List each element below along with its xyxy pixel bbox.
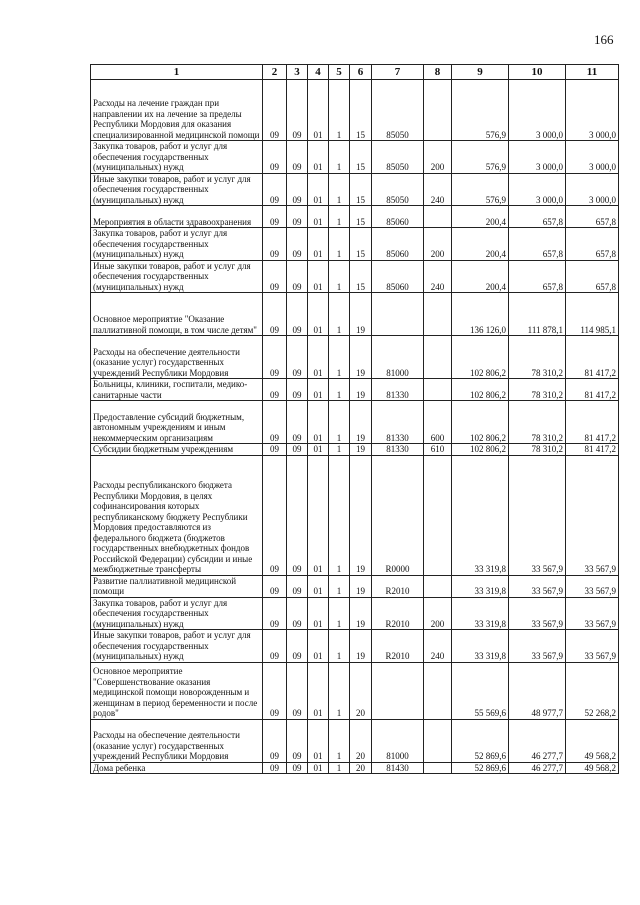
code-cell: 09 (287, 141, 308, 174)
code-cell: 09 (263, 597, 287, 630)
row-name-cell: Развитие паллиативной медицинской помощи (91, 575, 263, 597)
code-cell: 19 (350, 455, 372, 575)
expense-type-cell (424, 80, 452, 141)
code-cell: 19 (350, 630, 372, 663)
amount-cell: 52 869,6 (452, 762, 509, 774)
page-number: 166 (594, 32, 614, 47)
target-article-cell: R2010 (372, 630, 424, 663)
amount-cell: 111 878,1 (509, 293, 566, 336)
amount-cell: 78 310,2 (509, 401, 566, 444)
target-article-cell (372, 662, 424, 719)
amount-cell: 33 567,9 (566, 455, 619, 575)
code-cell: 01 (308, 260, 329, 293)
amount-cell: 657,8 (509, 206, 566, 228)
amount-cell: 576,9 (452, 173, 509, 206)
code-cell: 01 (308, 206, 329, 228)
code-cell: 09 (263, 401, 287, 444)
amount-cell: 657,8 (509, 260, 566, 293)
table-row (91, 719, 619, 762)
code-cell: 01 (308, 444, 329, 456)
amount-cell: 3 000,0 (566, 141, 619, 174)
table-row (91, 336, 619, 379)
code-cell: 15 (350, 206, 372, 228)
amount-cell: 3 000,0 (509, 141, 566, 174)
header-cell: 8 (424, 65, 452, 80)
amount-cell: 33 319,8 (452, 630, 509, 663)
target-article-cell: R0000 (372, 455, 424, 575)
code-cell: 01 (308, 336, 329, 379)
row-name-cell: Основное мероприятие "Оказание паллиативной помощи, в том числе детям" (91, 293, 263, 336)
amount-cell: 102 806,2 (452, 336, 509, 379)
target-article-cell (372, 293, 424, 336)
code-cell: 09 (287, 206, 308, 228)
amount-cell: 81 417,2 (566, 379, 619, 401)
target-article-cell: 81330 (372, 379, 424, 401)
amount-cell: 33 319,8 (452, 575, 509, 597)
expense-type-cell (424, 575, 452, 597)
code-cell: 1 (329, 762, 350, 774)
code-cell: 1 (329, 260, 350, 293)
amount-cell: 33 319,8 (452, 597, 509, 630)
amount-cell: 33 567,9 (509, 575, 566, 597)
amount-cell: 81 417,2 (566, 336, 619, 379)
amount-cell: 576,9 (452, 141, 509, 174)
code-cell: 1 (329, 228, 350, 261)
code-cell: 09 (263, 455, 287, 575)
code-cell: 15 (350, 80, 372, 141)
code-cell: 1 (329, 597, 350, 630)
code-cell: 1 (329, 444, 350, 456)
table-row (91, 455, 619, 575)
target-article-cell: 81330 (372, 444, 424, 456)
code-cell: 09 (287, 260, 308, 293)
table-row (91, 662, 619, 719)
amount-cell: 33 567,9 (566, 597, 619, 630)
code-cell: 01 (308, 293, 329, 336)
code-cell: 09 (287, 575, 308, 597)
target-article-cell: 81430 (372, 762, 424, 774)
budget-table (90, 64, 619, 774)
amount-cell: 114 985,1 (566, 293, 619, 336)
code-cell: 09 (263, 662, 287, 719)
expense-type-cell: 200 (424, 228, 452, 261)
code-cell: 09 (263, 719, 287, 762)
code-cell: 09 (287, 293, 308, 336)
expense-type-cell: 240 (424, 173, 452, 206)
amount-cell: 33 567,9 (566, 575, 619, 597)
amount-cell: 102 806,2 (452, 379, 509, 401)
code-cell: 09 (263, 336, 287, 379)
code-cell: 1 (329, 630, 350, 663)
code-cell: 1 (329, 379, 350, 401)
row-name-cell: Расходы на обеспечение деятельности (оказание услуг) государственных учреждений Республики Мордовия (91, 336, 263, 379)
row-name-cell: Субсидии бюджетным учреждениям (91, 444, 263, 456)
header-cell: 9 (452, 65, 509, 80)
header-cell: 3 (287, 65, 308, 80)
code-cell: 19 (350, 293, 372, 336)
table-row (91, 141, 619, 174)
expense-type-cell (424, 293, 452, 336)
table-row (91, 228, 619, 261)
table-row (91, 630, 619, 663)
header-cell: 4 (308, 65, 329, 80)
row-name-cell: Больницы, клиники, госпитали, медико-санитарные части (91, 379, 263, 401)
row-name-cell: Иные закупки товаров, работ и услуг для обеспечения государственных (муниципальных) нужд (91, 173, 263, 206)
code-cell: 09 (287, 762, 308, 774)
amount-cell: 33 567,9 (509, 597, 566, 630)
row-name-cell: Закупка товаров, работ и услуг для обеспечения государственных (муниципальных) нужд (91, 597, 263, 630)
row-name-cell: Дома ребенка (91, 762, 263, 774)
expense-type-cell: 600 (424, 401, 452, 444)
table-row (91, 293, 619, 336)
amount-cell: 78 310,2 (509, 336, 566, 379)
code-cell: 19 (350, 379, 372, 401)
code-cell: 01 (308, 228, 329, 261)
amount-cell: 81 417,2 (566, 444, 619, 456)
table-row (91, 379, 619, 401)
code-cell: 1 (329, 173, 350, 206)
expense-type-cell (424, 455, 452, 575)
code-cell: 09 (287, 662, 308, 719)
expense-type-cell: 200 (424, 597, 452, 630)
code-cell: 09 (263, 173, 287, 206)
target-article-cell: 81000 (372, 719, 424, 762)
table-row (91, 206, 619, 228)
amount-cell: 102 806,2 (452, 444, 509, 456)
row-name-cell: Расходы республиканского бюджета Республики Мордовия, в целях софинансирования которых республиканскому бюджету Республики Мордовия предоставляются из федерального бюджета (бюджетов государственных внебюджетных фондов Российской Федерации) субсидии и иные межбюджетные трансферты (91, 455, 263, 575)
amount-cell: 102 806,2 (452, 401, 509, 444)
code-cell: 19 (350, 575, 372, 597)
code-cell: 09 (263, 762, 287, 774)
header-cell: 1 (91, 65, 263, 80)
code-cell: 09 (263, 206, 287, 228)
table-row (91, 597, 619, 630)
code-cell: 1 (329, 206, 350, 228)
code-cell: 01 (308, 719, 329, 762)
amount-cell: 78 310,2 (509, 444, 566, 456)
code-cell: 09 (263, 80, 287, 141)
amount-cell: 3 000,0 (566, 173, 619, 206)
code-cell: 1 (329, 719, 350, 762)
code-cell: 1 (329, 575, 350, 597)
code-cell: 09 (287, 401, 308, 444)
code-cell: 09 (263, 260, 287, 293)
code-cell: 01 (308, 80, 329, 141)
expense-type-cell (424, 662, 452, 719)
header-cell: 6 (350, 65, 372, 80)
amount-cell: 576,9 (452, 80, 509, 141)
header-cell: 2 (263, 65, 287, 80)
code-cell: 01 (308, 762, 329, 774)
expense-type-cell (424, 762, 452, 774)
table-row (91, 173, 619, 206)
amount-cell: 3 000,0 (509, 80, 566, 141)
row-name-cell: Основное мероприятие "Совершенствование оказания медицинской помощи новорожденным и женщинам в период беременности и после родов" (91, 662, 263, 719)
amount-cell: 657,8 (566, 206, 619, 228)
target-article-cell: 81000 (372, 336, 424, 379)
target-article-cell: R2010 (372, 597, 424, 630)
amount-cell: 33 567,9 (509, 630, 566, 663)
code-cell: 09 (287, 455, 308, 575)
code-cell: 01 (308, 401, 329, 444)
amount-cell: 81 417,2 (566, 401, 619, 444)
code-cell: 09 (287, 719, 308, 762)
code-cell: 09 (263, 444, 287, 456)
header-cell: 5 (329, 65, 350, 80)
code-cell: 15 (350, 141, 372, 174)
amount-cell: 46 277,7 (509, 719, 566, 762)
code-cell: 1 (329, 401, 350, 444)
code-cell: 01 (308, 141, 329, 174)
code-cell: 01 (308, 575, 329, 597)
amount-cell: 48 977,7 (509, 662, 566, 719)
amount-cell: 33 567,9 (566, 630, 619, 663)
row-name-cell: Иные закупки товаров, работ и услуг для обеспечения государственных (муниципальных) нужд (91, 630, 263, 663)
code-cell: 20 (350, 662, 372, 719)
target-article-cell: 85050 (372, 80, 424, 141)
table-row (91, 444, 619, 456)
code-cell: 1 (329, 336, 350, 379)
expense-type-cell (424, 206, 452, 228)
amount-cell: 3 000,0 (509, 173, 566, 206)
amount-cell: 46 277,7 (509, 762, 566, 774)
expense-type-cell (424, 379, 452, 401)
code-cell: 09 (287, 630, 308, 663)
expense-type-cell: 240 (424, 260, 452, 293)
expense-type-cell: 610 (424, 444, 452, 456)
expense-type-cell (424, 719, 452, 762)
header-cell: 11 (566, 65, 619, 80)
target-article-cell: 85060 (372, 260, 424, 293)
code-cell: 09 (287, 80, 308, 141)
amount-cell: 657,8 (566, 228, 619, 261)
amount-cell: 78 310,2 (509, 379, 566, 401)
amount-cell: 33 319,8 (452, 455, 509, 575)
code-cell: 09 (263, 293, 287, 336)
code-cell: 01 (308, 597, 329, 630)
amount-cell: 200,4 (452, 260, 509, 293)
code-cell: 09 (263, 575, 287, 597)
amount-cell: 657,8 (509, 228, 566, 261)
expense-type-cell (424, 336, 452, 379)
expense-type-cell: 200 (424, 141, 452, 174)
expense-type-cell: 240 (424, 630, 452, 663)
row-name-cell: Расходы на лечение граждан при направлении их на лечение за пределы Республики Мордовия для оказания специализированной медицинской помощи (91, 80, 263, 141)
amount-cell: 657,8 (566, 260, 619, 293)
header-cell: 7 (372, 65, 424, 80)
table-row (91, 762, 619, 774)
table-row (91, 260, 619, 293)
target-article-cell: 81330 (372, 401, 424, 444)
amount-cell: 49 568,2 (566, 762, 619, 774)
code-cell: 09 (287, 173, 308, 206)
amount-cell: 33 567,9 (509, 455, 566, 575)
table-row (91, 575, 619, 597)
code-cell: 09 (263, 228, 287, 261)
code-cell: 01 (308, 630, 329, 663)
code-cell: 09 (263, 379, 287, 401)
target-article-cell: 85050 (372, 141, 424, 174)
code-cell: 01 (308, 173, 329, 206)
code-cell: 09 (263, 630, 287, 663)
code-cell: 01 (308, 662, 329, 719)
code-cell: 20 (350, 762, 372, 774)
row-name-cell: Мероприятия в области здравоохранения (91, 206, 263, 228)
row-name-cell: Расходы на обеспечение деятельности (оказание услуг) государственных учреждений Республики Мордовия (91, 719, 263, 762)
amount-cell: 3 000,0 (566, 80, 619, 141)
code-cell: 01 (308, 455, 329, 575)
amount-cell: 136 126,0 (452, 293, 509, 336)
code-cell: 09 (287, 228, 308, 261)
code-cell: 15 (350, 173, 372, 206)
code-cell: 19 (350, 336, 372, 379)
amount-cell: 52 869,6 (452, 719, 509, 762)
code-cell: 1 (329, 455, 350, 575)
row-name-cell: Закупка товаров, работ и услуг для обеспечения государственных (муниципальных) нужд (91, 141, 263, 174)
code-cell: 15 (350, 260, 372, 293)
code-cell: 1 (329, 662, 350, 719)
target-article-cell: 85050 (372, 173, 424, 206)
code-cell: 09 (287, 444, 308, 456)
table-row (91, 80, 619, 141)
code-cell: 01 (308, 379, 329, 401)
row-name-cell: Предоставление субсидий бюджетным, автономным учреждениям и иным некоммерческим организациям (91, 401, 263, 444)
row-name-cell: Закупка товаров, работ и услуг для обеспечения государственных (муниципальных) нужд (91, 228, 263, 261)
target-article-cell: R2010 (372, 575, 424, 597)
code-cell: 1 (329, 293, 350, 336)
amount-cell: 200,4 (452, 206, 509, 228)
amount-cell: 55 569,6 (452, 662, 509, 719)
code-cell: 20 (350, 719, 372, 762)
code-cell: 09 (287, 597, 308, 630)
code-cell: 09 (287, 379, 308, 401)
code-cell: 09 (263, 141, 287, 174)
code-cell: 19 (350, 597, 372, 630)
code-cell: 09 (287, 336, 308, 379)
amount-cell: 200,4 (452, 228, 509, 261)
code-cell: 1 (329, 80, 350, 141)
code-cell: 19 (350, 444, 372, 456)
header-cell: 10 (509, 65, 566, 80)
amount-cell: 49 568,2 (566, 719, 619, 762)
table-row (91, 401, 619, 444)
row-name-cell: Иные закупки товаров, работ и услуг для обеспечения государственных (муниципальных) нужд (91, 260, 263, 293)
code-cell: 1 (329, 141, 350, 174)
header-row (91, 65, 619, 80)
target-article-cell: 85060 (372, 206, 424, 228)
code-cell: 19 (350, 401, 372, 444)
amount-cell: 52 268,2 (566, 662, 619, 719)
code-cell: 15 (350, 228, 372, 261)
target-article-cell: 85060 (372, 228, 424, 261)
